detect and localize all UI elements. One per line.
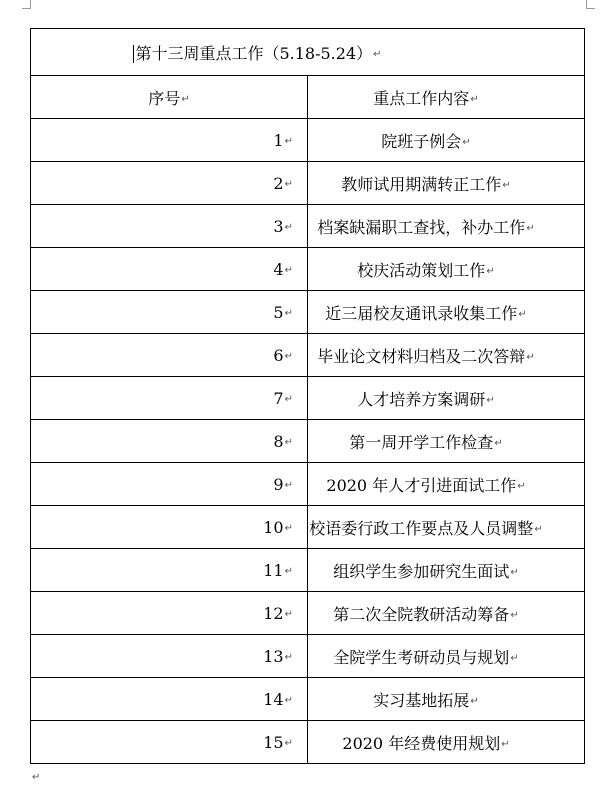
row-content-cell[interactable] bbox=[308, 635, 585, 678]
header-row bbox=[31, 76, 585, 119]
row-num: 11 bbox=[263, 560, 284, 580]
paragraph-mark-icon: ↵ bbox=[284, 608, 293, 620]
row-num: 8 bbox=[273, 431, 284, 451]
table-row bbox=[31, 678, 585, 721]
row-num: 2 bbox=[273, 173, 284, 193]
row-num-cell[interactable] bbox=[31, 377, 308, 420]
weekly-work-table bbox=[30, 28, 585, 764]
paragraph-mark-icon: ↵ bbox=[526, 351, 535, 363]
row-num: 1 bbox=[273, 130, 284, 150]
paragraph-mark-icon: ↵ bbox=[470, 695, 479, 707]
header-content-cell[interactable] bbox=[308, 76, 585, 119]
paragraph-mark-icon: ↵ bbox=[534, 523, 543, 535]
table-row bbox=[31, 506, 585, 549]
row-num-cell[interactable] bbox=[31, 119, 308, 162]
row-content: 组织学生参加研究生面试 bbox=[333, 561, 510, 581]
row-content: 档案缺漏职工查找，补办工作 bbox=[317, 217, 526, 237]
paragraph-mark-icon: ↵ bbox=[284, 436, 293, 448]
row-num: 4 bbox=[273, 259, 284, 279]
table-row bbox=[31, 291, 585, 334]
row-num: 10 bbox=[263, 517, 284, 537]
table-row bbox=[31, 162, 585, 205]
paragraph-mark-icon: ↵ bbox=[518, 308, 527, 320]
row-content-cell[interactable] bbox=[308, 162, 585, 205]
paragraph-mark-icon: ↵ bbox=[486, 265, 495, 277]
paragraph-mark-icon: ↵ bbox=[284, 307, 293, 319]
row-content: 教师试用期满转正工作 bbox=[341, 174, 502, 194]
row-content-cell[interactable] bbox=[308, 291, 585, 334]
row-num-cell[interactable] bbox=[31, 248, 308, 291]
row-content: 毕业论文材料归档及二次答辩 bbox=[317, 346, 526, 366]
row-content: 校庆活动策划工作 bbox=[357, 260, 486, 280]
table-row bbox=[31, 721, 585, 764]
row-content: 第一周开学工作检查 bbox=[349, 432, 494, 452]
paragraph-mark-icon: ↵ bbox=[501, 738, 510, 750]
row-content: 第二次全院教研活动筹备 bbox=[333, 604, 510, 624]
header-content: 重点工作内容 bbox=[373, 88, 470, 108]
paragraph-mark-icon: ↵ bbox=[284, 135, 293, 147]
paragraph-mark-icon: ↵ bbox=[284, 393, 293, 405]
row-num: 14 bbox=[263, 689, 284, 709]
row-num: 5 bbox=[273, 302, 284, 322]
row-num: 6 bbox=[273, 345, 284, 365]
row-content-cell[interactable] bbox=[308, 549, 585, 592]
paragraph-mark-icon: ↵ bbox=[494, 437, 503, 449]
row-num-cell[interactable] bbox=[31, 162, 308, 205]
row-content-cell[interactable] bbox=[308, 205, 585, 248]
row-num-cell[interactable] bbox=[31, 635, 308, 678]
row-content-cell[interactable] bbox=[308, 721, 585, 764]
paragraph-mark-icon: ↵ bbox=[510, 566, 519, 578]
row-content-cell[interactable] bbox=[308, 463, 585, 506]
row-content-cell[interactable] bbox=[308, 248, 585, 291]
row-num-cell[interactable] bbox=[31, 463, 308, 506]
paragraph-mark-icon: ↵ bbox=[284, 178, 293, 190]
table-row bbox=[31, 592, 585, 635]
paragraph-mark-icon: ↵ bbox=[526, 222, 535, 234]
paragraph-mark-icon: ↵ bbox=[517, 480, 526, 492]
paragraph-mark-icon: ↵ bbox=[284, 737, 293, 749]
row-num-cell[interactable] bbox=[31, 678, 308, 721]
row-num-cell[interactable] bbox=[31, 205, 308, 248]
paragraph-mark-icon: ↵ bbox=[462, 136, 471, 148]
page-corner-mark-left bbox=[22, 0, 31, 9]
row-content-cell[interactable] bbox=[308, 377, 585, 420]
paragraph-mark-icon: ↵ bbox=[32, 772, 41, 783]
paragraph-mark-icon: ↵ bbox=[284, 350, 293, 362]
paragraph-mark-icon: ↵ bbox=[373, 48, 382, 60]
row-num-cell[interactable] bbox=[31, 721, 308, 764]
row-num: 13 bbox=[263, 646, 284, 666]
row-num-cell[interactable] bbox=[31, 592, 308, 635]
header-num-cell[interactable] bbox=[31, 76, 308, 119]
paragraph-mark-icon: ↵ bbox=[510, 652, 519, 664]
row-content-cell[interactable] bbox=[308, 678, 585, 721]
row-content: 实习基地拓展 bbox=[373, 690, 470, 710]
row-content: 全院学生考研动员与规划 bbox=[333, 647, 510, 667]
table-title: 第十三周重点工作（5.18-5.24） bbox=[135, 43, 373, 63]
row-num-cell[interactable] bbox=[31, 549, 308, 592]
table-row bbox=[31, 549, 585, 592]
row-num: 12 bbox=[263, 603, 284, 623]
row-num: 9 bbox=[273, 474, 284, 494]
table-row bbox=[31, 420, 585, 463]
paragraph-mark-icon: ↵ bbox=[284, 651, 293, 663]
header-num: 序号 bbox=[148, 88, 181, 108]
row-content-cell[interactable] bbox=[308, 592, 585, 635]
row-content: 近三届校友通讯录收集工作 bbox=[325, 303, 518, 323]
paragraph-mark-icon: ↵ bbox=[284, 479, 293, 491]
paragraph-mark-icon: ↵ bbox=[486, 394, 495, 406]
paragraph-mark-icon: ↵ bbox=[284, 565, 293, 577]
page-corner-mark-right bbox=[586, 0, 595, 9]
row-num-cell[interactable] bbox=[31, 334, 308, 377]
row-content-cell[interactable] bbox=[308, 119, 585, 162]
paragraph-mark-icon: ↵ bbox=[284, 522, 293, 534]
row-num-cell[interactable] bbox=[31, 420, 308, 463]
row-num-cell[interactable] bbox=[31, 506, 308, 549]
row-num: 15 bbox=[263, 732, 284, 752]
paragraph-mark-icon: ↵ bbox=[510, 609, 519, 621]
row-content: 校语委行政工作要点及人员调整 bbox=[309, 518, 534, 538]
row-num: 7 bbox=[273, 388, 284, 408]
table-row bbox=[31, 377, 585, 420]
paragraph-mark-icon: ↵ bbox=[502, 179, 511, 191]
table-row bbox=[31, 635, 585, 678]
table-row bbox=[31, 334, 585, 377]
row-content: 2020 年人才引进面试工作 bbox=[326, 475, 517, 495]
row-content: 2020 年经费使用规划 bbox=[342, 733, 501, 753]
paragraph-mark-icon: ↵ bbox=[284, 221, 293, 233]
paragraph-mark-icon: ↵ bbox=[284, 694, 293, 706]
row-content-cell[interactable] bbox=[308, 334, 585, 377]
table-row bbox=[31, 463, 585, 506]
title-cell[interactable] bbox=[31, 29, 585, 76]
paragraph-mark-icon: ↵ bbox=[181, 93, 190, 105]
table-row bbox=[31, 205, 585, 248]
row-num: 3 bbox=[273, 216, 284, 236]
row-content-cell[interactable] bbox=[308, 420, 585, 463]
row-content: 人才培养方案调研 bbox=[357, 389, 486, 409]
row-content-cell[interactable] bbox=[308, 506, 585, 549]
table-row bbox=[31, 248, 585, 291]
paragraph-mark-icon: ↵ bbox=[470, 93, 479, 105]
title-row bbox=[31, 29, 585, 76]
row-num-cell[interactable] bbox=[31, 291, 308, 334]
row-content: 院班子例会 bbox=[381, 131, 462, 151]
table-row bbox=[31, 119, 585, 162]
paragraph-mark-icon: ↵ bbox=[284, 264, 293, 276]
